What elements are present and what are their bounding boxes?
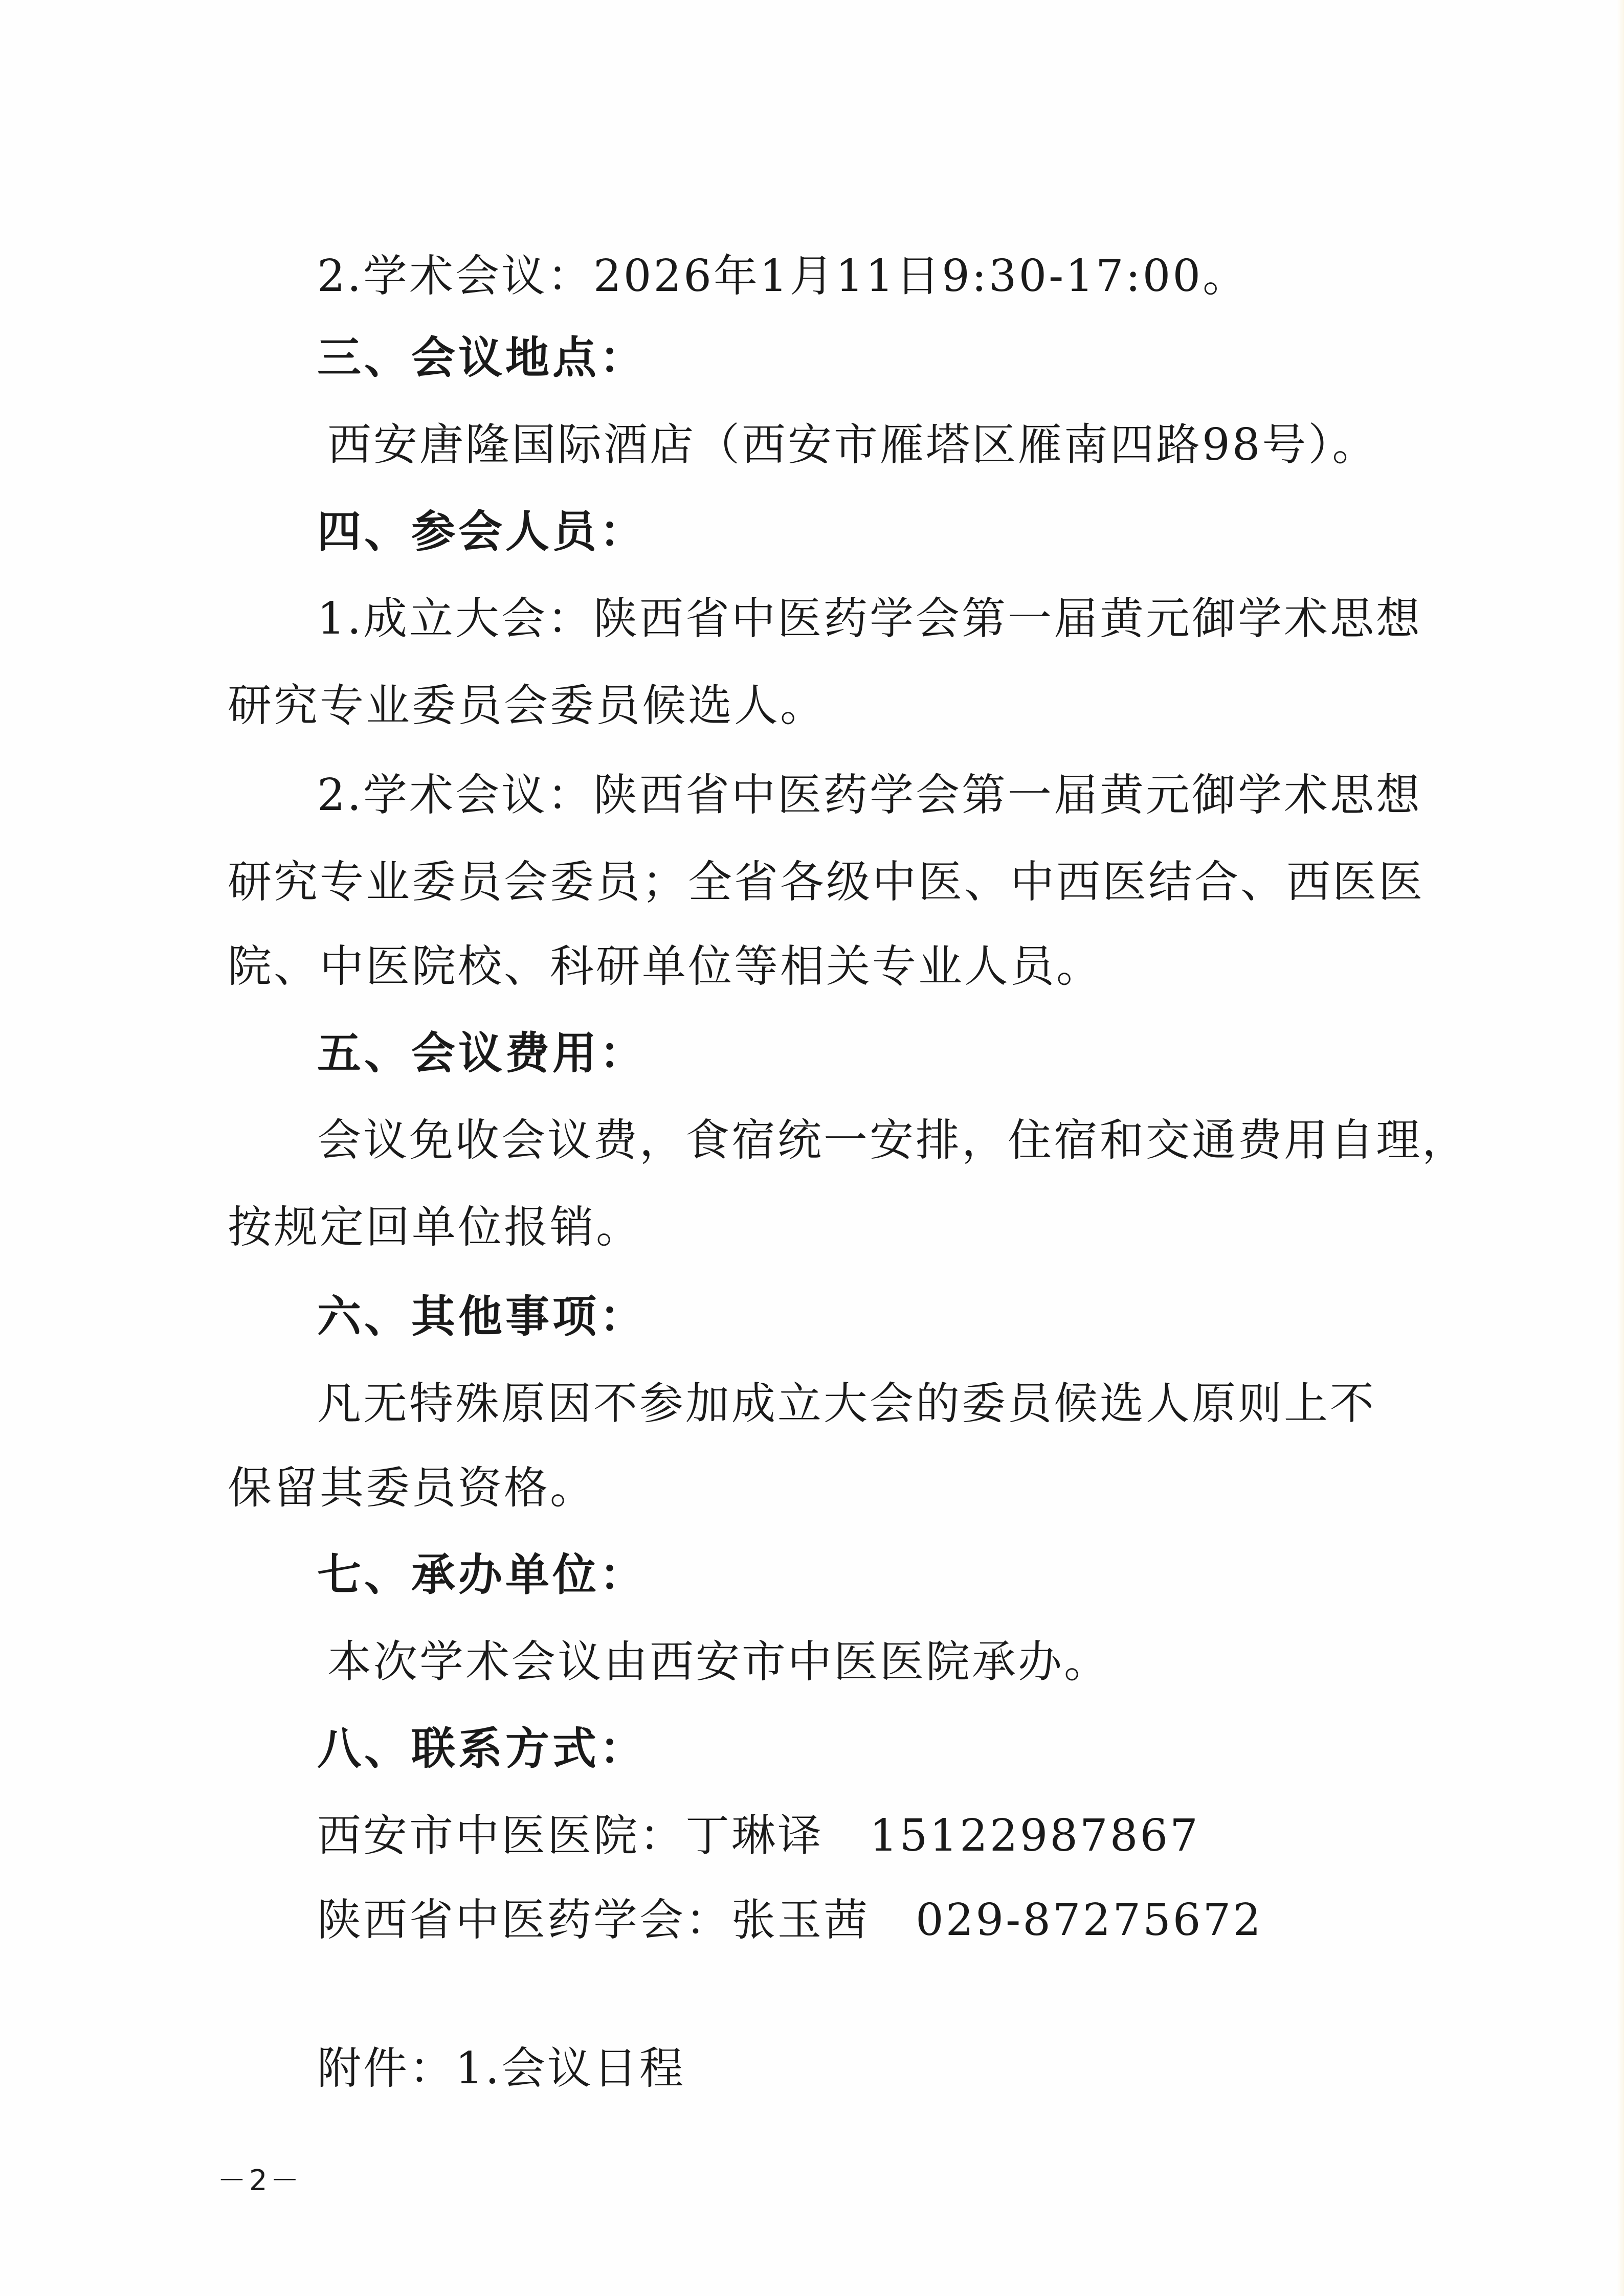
venue-heading: 三、会议地点： [317, 332, 647, 384]
organizer-text: 本次学术会议由西安市中医医院承办。 [327, 1636, 1110, 1687]
other-line1: 凡无特殊原因不参加成立大会的委员候选人原则上不 [317, 1378, 1376, 1429]
contact-phone: 029-87275672 [916, 1895, 1263, 1946]
contact-heading: 八、联系方式： [317, 1723, 647, 1774]
scan-edge [1617, 0, 1624, 2296]
attendees-item2-line3: 院、中医院校、科研单位等相关专业人员。 [228, 941, 1102, 992]
fees-heading: 五、会议费用： [317, 1028, 647, 1079]
contact-row-association [317, 1895, 1263, 1946]
organizer-heading: 七、承办单位： [317, 1549, 647, 1601]
meeting-time-academic: 2.学术会议：2026年1月11日9:30-17:00。 [317, 251, 1249, 302]
attachment-note: 附件：1.会议日程 [317, 2043, 686, 2094]
attendees-item2-line1: 2.学术会议：陕西省中医药学会第一届黄元御学术思想 [317, 770, 1422, 821]
other-line2: 保留其委员资格。 [228, 1462, 596, 1514]
contact-org-name: 陕西省中医药学会：张玉茜 [317, 1895, 870, 1946]
venue-text: 西安唐隆国际酒店（西安市雁塔区雁南四路98号）。 [327, 419, 1378, 470]
fees-line2: 按规定回单位报销。 [228, 1202, 642, 1253]
attendees-item1-line1: 1.成立大会：陕西省中医药学会第一届黄元御学术思想 [317, 593, 1422, 644]
contact-row-hospital [317, 1810, 1200, 1861]
contact-org-name: 西安市中医医院：丁琳译 [317, 1810, 824, 1861]
attendees-heading: 四、参会人员： [317, 506, 647, 557]
contact-phone: 15122987867 [870, 1810, 1200, 1861]
fees-line1: 会议免收会议费，食宿统一安排，住宿和交通费用自理， [317, 1115, 1468, 1166]
attendees-item1-line2: 研究专业委员会委员候选人。 [228, 680, 826, 731]
page-number: －2－ [217, 2164, 302, 2197]
attendees-item2-line2: 研究专业委员会委员；全省各级中医、中西医结合、西医医 [228, 857, 1425, 908]
other-heading: 六、其他事项： [317, 1291, 647, 1342]
